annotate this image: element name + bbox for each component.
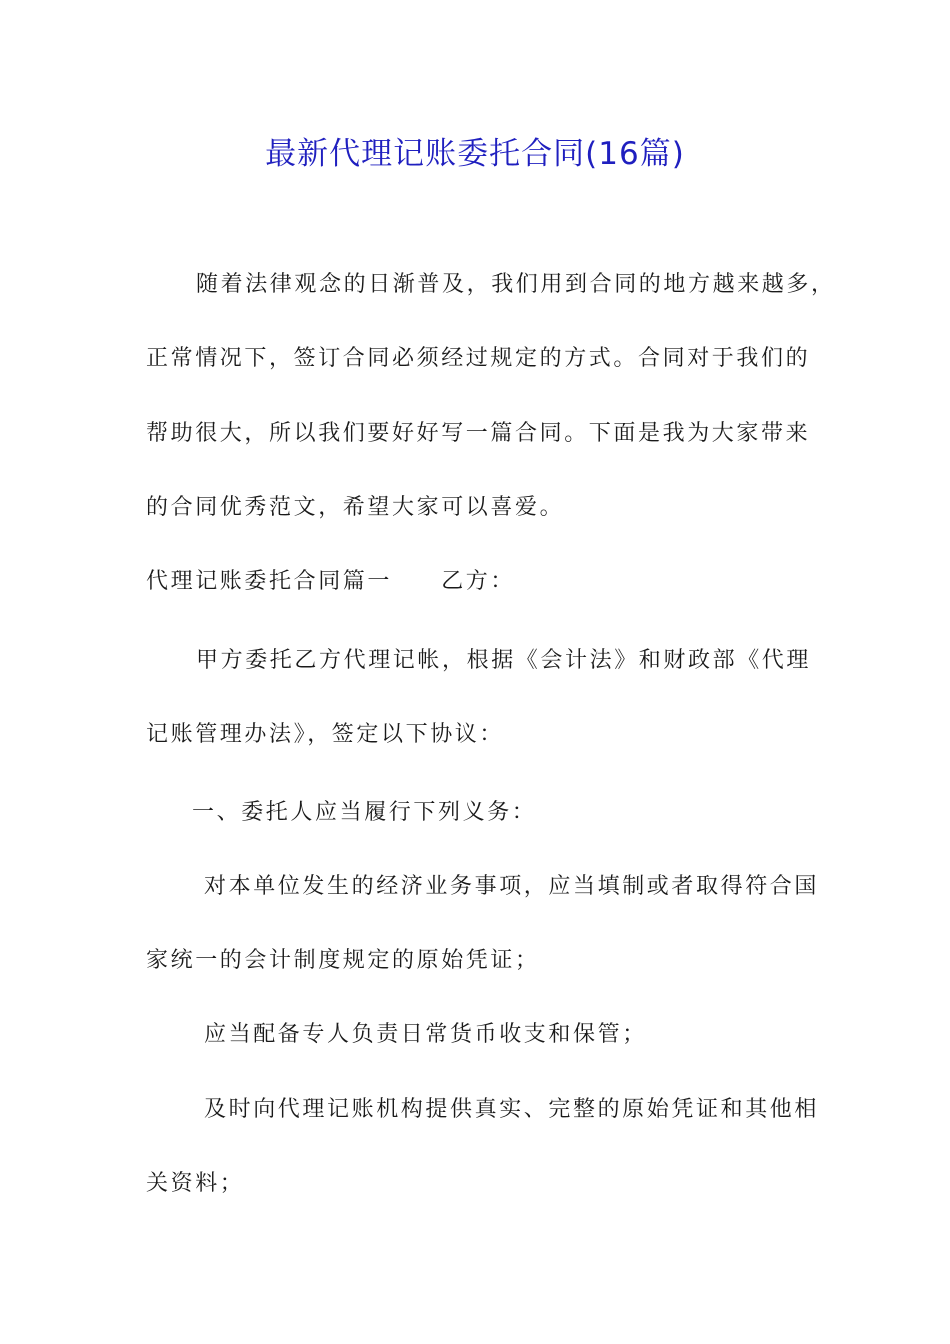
list-item: 对本单位发生的经济业务事项，应当填制或者取得符合国 xyxy=(204,874,820,899)
list-item: 及时向代理记账机构提供真实、完整的原始凭证和其他相 xyxy=(204,1097,820,1122)
paragraph-line: 的合同优秀范文，希望大家可以喜爱。 xyxy=(146,495,565,520)
list-item-continuation: 家统一的会计制度规定的原始凭证； xyxy=(146,948,540,973)
document-title: 最新代理记账委托合同(16篇) xyxy=(265,136,685,172)
section-heading: 代理记账委托合同篇一 乙方： xyxy=(146,569,516,594)
list-heading: 一、委托人应当履行下列义务： xyxy=(192,800,537,825)
paragraph-line: 记账管理办法》，签定以下协议： xyxy=(146,722,505,747)
paragraph-line: 帮助很大，所以我们要好好写一篇合同。下面是我为大家带来 xyxy=(146,421,811,446)
paragraph-line: 正常情况下，签订合同必须经过规定的方式。合同对于我们的 xyxy=(146,346,811,371)
paragraph-line: 随着法律观念的日渐普及，我们用到合同的地方越来越多， xyxy=(196,272,836,297)
list-item: 应当配备专人负责日常货币收支和保管； xyxy=(204,1022,647,1047)
paragraph-line: 甲方委托乙方代理记帐，根据《会计法》和财政部《代理 xyxy=(196,648,812,673)
list-item-continuation: 关资料； xyxy=(146,1171,245,1196)
